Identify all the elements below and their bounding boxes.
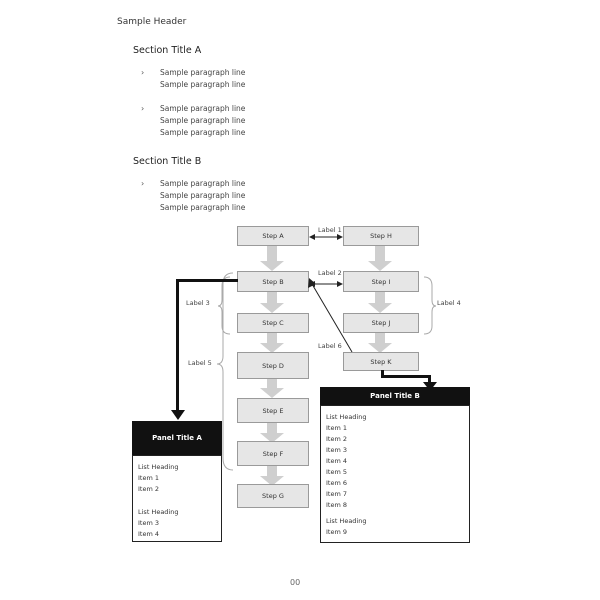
left-panel [132,455,222,542]
left-panel-item: Item 1 [138,474,159,482]
section-26-bullet-2: Sample paragraph line Sample paragraph line Sample paragraph line [160,104,246,137]
flow-arrow-head [368,261,392,271]
label-deemed: Label 6 [318,342,342,350]
box-b7: Step G [237,484,309,508]
box-b10: Step J [343,313,419,333]
left-panel-lapse-title: List Heading [138,508,179,516]
right-panel-item: Item 1 [326,424,347,432]
right-panel-item: Item 8 [326,501,347,509]
right-panel-list-title: List Heading [326,413,367,421]
left-panel-lapse-line: Item 3 [138,519,159,527]
section-27-title: Section Title B [133,156,202,167]
box-b2: Step B [237,271,309,292]
right-panel-item: Item 2 [326,435,347,443]
left-panel-list-title: List Heading [138,463,179,471]
label-one-year: Label 3 [186,299,210,307]
right-panel-item: Item 6 [326,479,347,487]
left-panel-header: Panel Title A [132,421,222,455]
box-b4: Step D [237,352,309,379]
right-panel-item: Item 7 [326,490,347,498]
connector-line [381,375,431,378]
right-panel-lapse-line: Item 9 [326,528,347,536]
right-panel-header: Panel Title B [320,387,470,405]
right-panel-item: Item 4 [326,457,347,465]
label-simultaneous-1: Label 1 [318,226,342,234]
right-panel-lapse-title: List Heading [326,517,367,525]
chapter-header: Sample Header [117,17,187,27]
bullet-mark: › [141,68,145,77]
label-four-year: Label 5 [188,359,212,367]
flow-arrow-head [260,388,284,398]
flow-arrow-head [260,261,284,271]
right-panel-item: Item 5 [326,468,347,476]
box-b8: Step H [343,226,419,246]
label-simultaneous-2: Label 2 [318,269,342,277]
section-27-bullet-1: Sample paragraph line Sample paragraph line Sample paragraph line [160,179,246,212]
right-panel-item: Item 3 [326,446,347,454]
bullet-mark: › [141,104,145,113]
right-bracket [422,276,436,336]
box-b3: Step C [237,313,309,333]
box-b1: Step A [237,226,309,246]
left-panel-lapse-line: Item 4 [138,530,159,538]
box-b9: Step I [343,271,419,292]
bullet-mark: › [141,179,145,188]
label-three-year: Label 4 [437,299,461,307]
page-number: 00 [290,578,301,587]
box-b5: Step E [237,398,309,423]
section-26-title: Section Title A [133,45,202,56]
flow-arrow-head [260,303,284,313]
left-panel-item: Item 2 [138,485,159,493]
flow-arrow-head [368,303,392,313]
right-panel [320,405,470,543]
box-b6: Step F [237,441,309,466]
connector-line [176,279,238,282]
section-26-bullet-1: Sample paragraph line Sample paragraph line [160,68,246,89]
connector-line [176,279,179,412]
box-b11: Step K [343,352,419,371]
